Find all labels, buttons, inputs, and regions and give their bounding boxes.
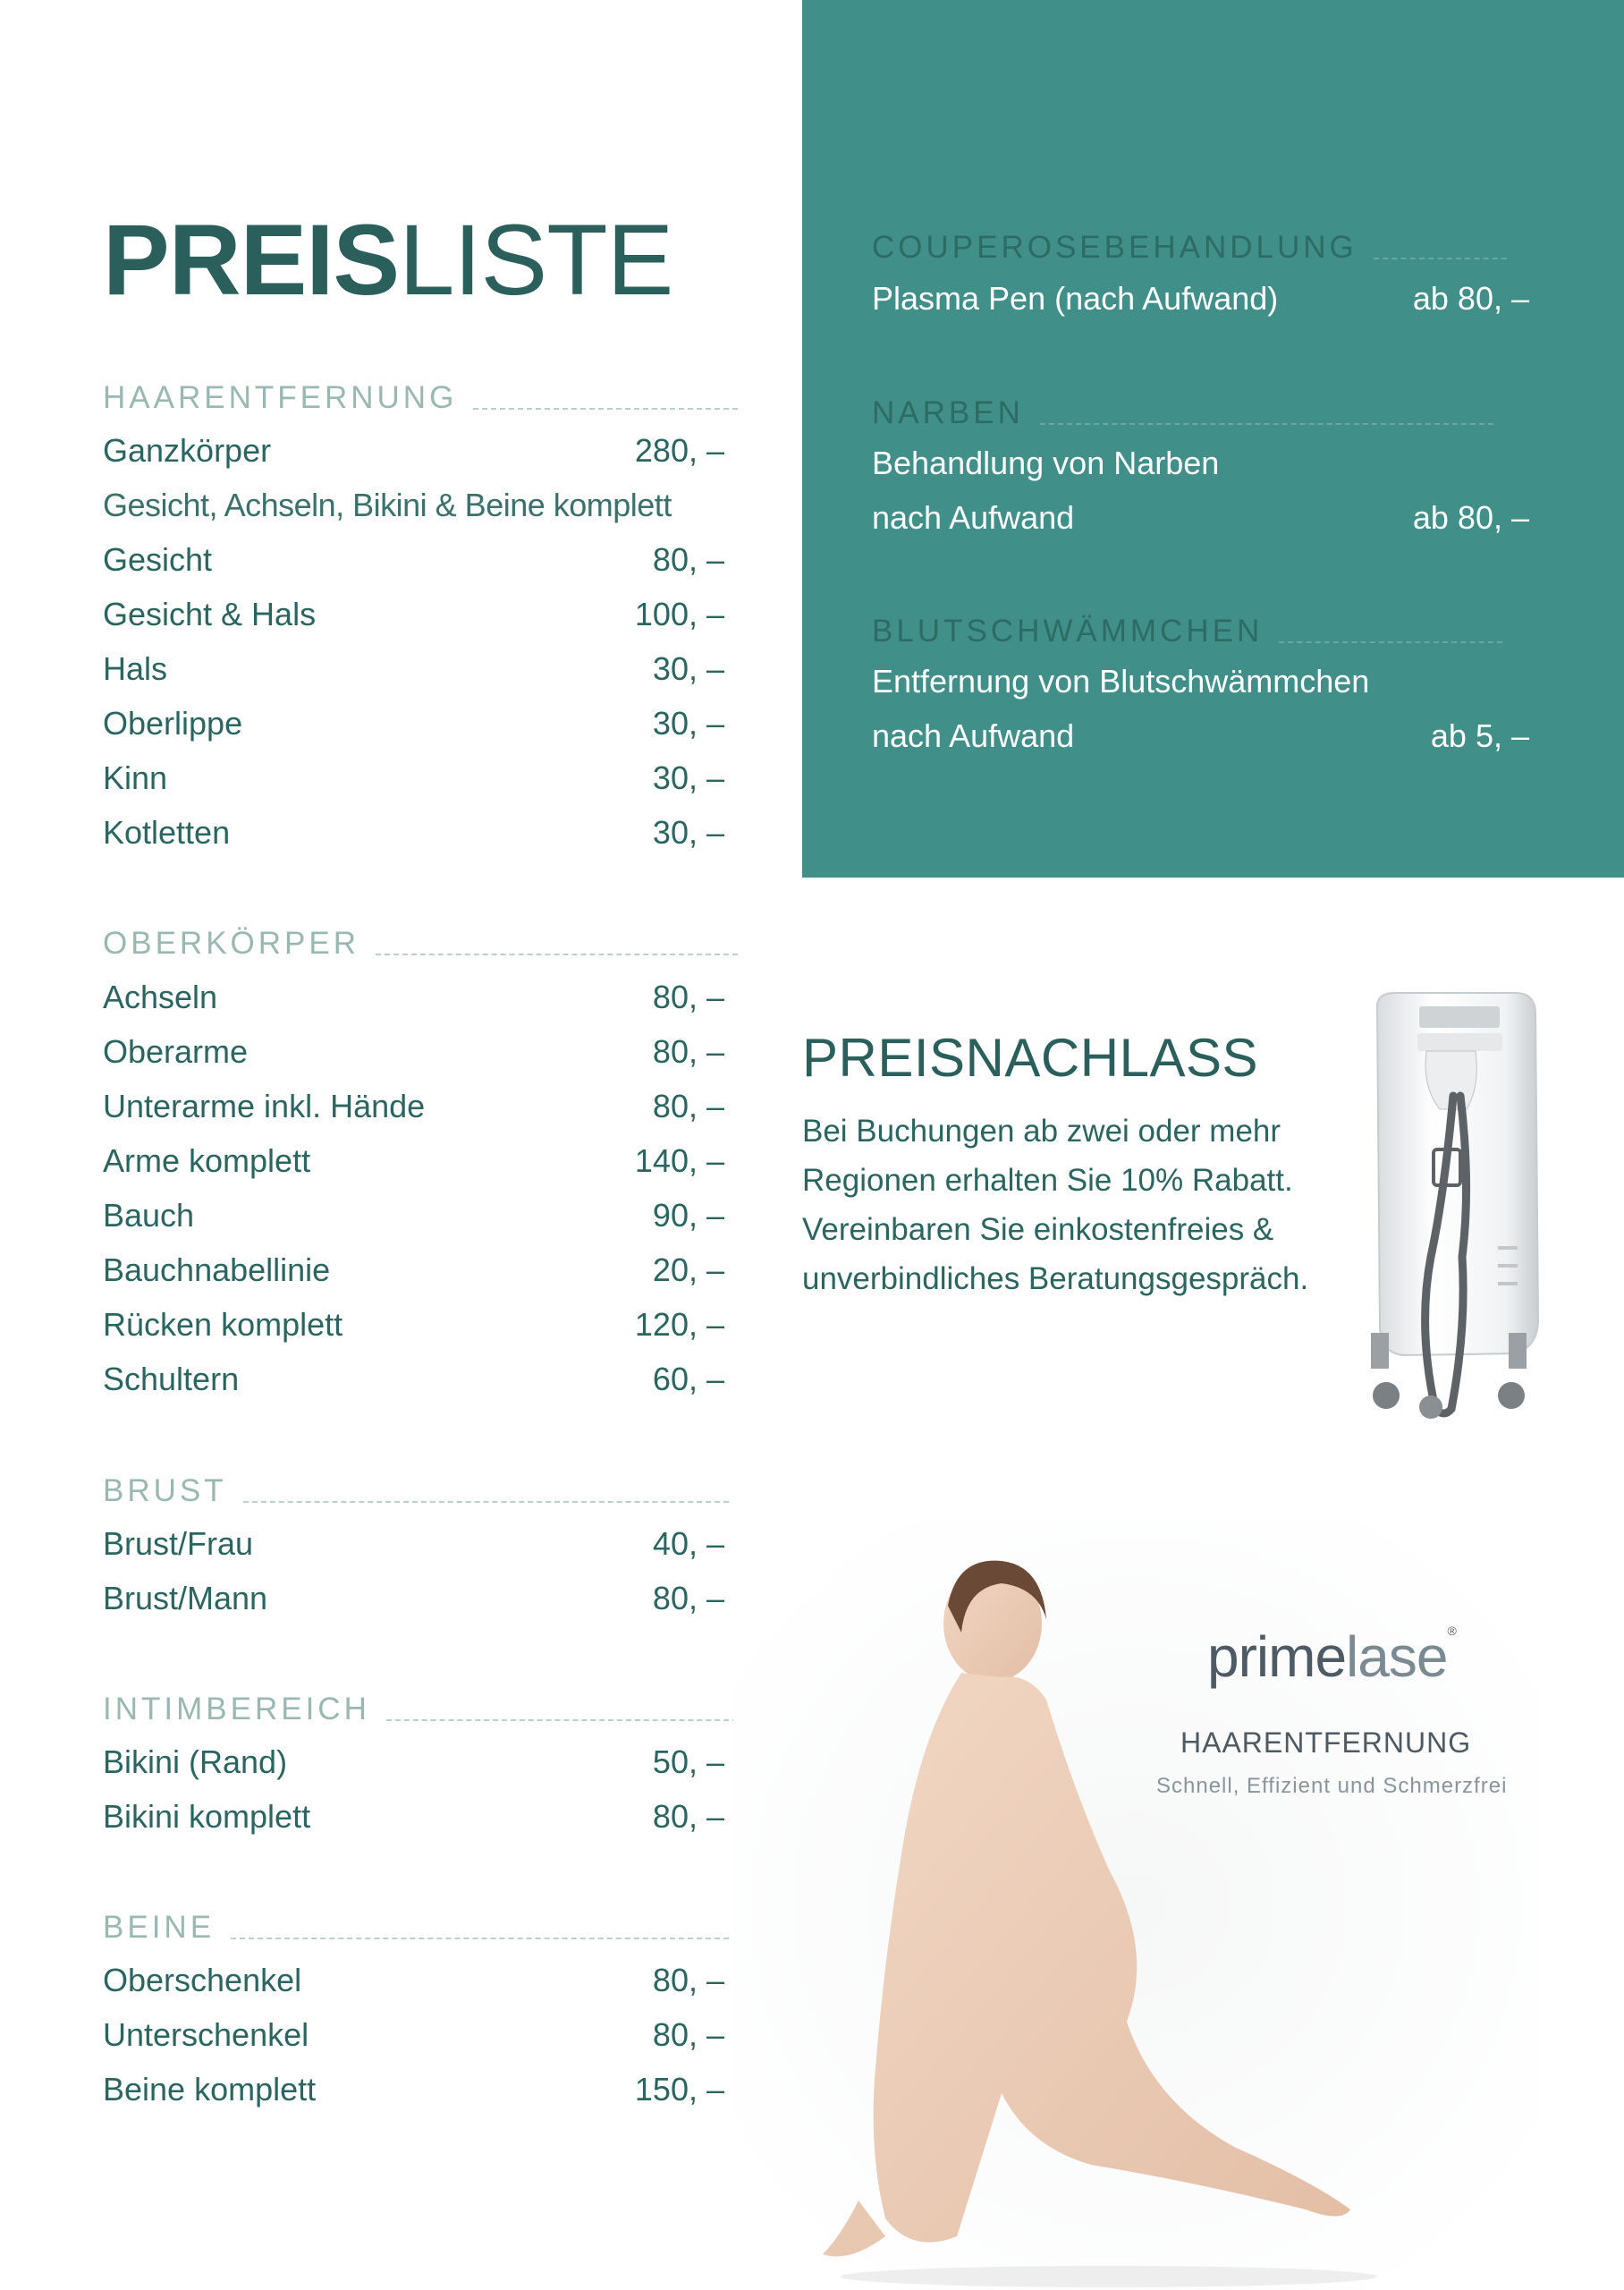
item-price: 80, – xyxy=(652,1088,724,1124)
item-price: 80, – xyxy=(652,1580,724,1616)
section-header-oberkoerper xyxy=(103,920,738,959)
price-row xyxy=(103,1134,724,1188)
section-label: COUPEROSEBEHANDLUNG xyxy=(872,230,1358,265)
item-name: Gesicht, Achseln, Bikini & Beine komplett xyxy=(103,487,672,523)
item-name: Kinn xyxy=(103,759,168,796)
price-row xyxy=(103,1353,724,1406)
item-name: Hals xyxy=(103,650,168,687)
item-name: nach Aufwand xyxy=(872,717,1075,754)
item-price: ab 80, – xyxy=(1412,280,1529,317)
section-header-brust xyxy=(103,1467,729,1506)
dashed-divider xyxy=(473,408,738,410)
brand-lase: lase xyxy=(1346,1624,1448,1689)
item-name: Rücken komplett xyxy=(103,1306,343,1343)
dashed-divider xyxy=(1279,641,1502,643)
price-row xyxy=(872,437,1529,490)
item-name: Brust/Frau xyxy=(103,1525,254,1562)
item-price: 150, – xyxy=(634,2071,724,2108)
item-price: 30, – xyxy=(652,705,724,742)
section-header-narben xyxy=(872,389,1493,428)
item-price: ab 5, – xyxy=(1430,717,1529,754)
item-name: nach Aufwand xyxy=(872,499,1075,536)
item-price: 80, – xyxy=(652,1962,724,1998)
section-label: BEINE xyxy=(103,1910,216,1945)
item-name: Oberschenkel xyxy=(103,1962,302,1998)
dashed-divider xyxy=(1374,258,1507,259)
brand-prime: prime xyxy=(1207,1624,1347,1689)
price-row xyxy=(103,1572,724,1625)
item-name: Gesicht xyxy=(103,541,213,578)
dashed-divider xyxy=(243,1501,729,1503)
section-header-beine xyxy=(103,1904,729,1943)
price-row xyxy=(103,1790,724,1844)
item-price: 40, – xyxy=(652,1525,724,1562)
price-row xyxy=(103,806,724,860)
item-name: Bikini (Rand) xyxy=(103,1743,288,1780)
price-row xyxy=(103,1243,724,1297)
dashed-divider xyxy=(231,1938,729,1939)
item-name: Bauchnabellinie xyxy=(103,1251,331,1288)
title-bold: PREIS xyxy=(103,204,400,316)
item-name: Plasma Pen (nach Aufwand) xyxy=(872,280,1279,317)
price-row xyxy=(872,709,1529,763)
section-label: NARBEN xyxy=(872,395,1024,430)
section-label: OBERKÖRPER xyxy=(103,926,359,961)
price-row xyxy=(872,491,1529,545)
price-row xyxy=(103,1954,724,2007)
discount-text-line: Vereinbaren Sie einkostenfreies & xyxy=(802,1212,1274,1247)
discount-text-line: Regionen erhalten Sie 10% Rabatt. xyxy=(802,1163,1293,1198)
dashed-divider xyxy=(376,954,738,955)
item-name: Schultern xyxy=(103,1361,240,1397)
item-price: 140, – xyxy=(634,1142,724,1179)
price-row xyxy=(103,971,724,1024)
brand-tagline: Schnell, Effizient und Schmerzfrei xyxy=(1156,1774,1508,1798)
title-light: LISTE xyxy=(399,204,673,316)
item-name: Entfernung von Blutschwämmchen xyxy=(872,663,1370,700)
price-row xyxy=(103,642,724,696)
discount-text-line: Bei Buchungen ab zwei oder mehr xyxy=(802,1114,1281,1149)
price-row xyxy=(103,1025,724,1079)
price-row xyxy=(872,272,1529,326)
item-price: 120, – xyxy=(634,1306,724,1343)
price-row xyxy=(103,751,724,805)
item-price: 30, – xyxy=(652,650,724,687)
dashed-divider xyxy=(1040,423,1493,425)
price-row xyxy=(103,697,724,751)
price-row xyxy=(872,655,1529,708)
item-name: Oberarme xyxy=(103,1033,249,1070)
item-name: Bikini komplett xyxy=(103,1798,311,1835)
section-label: HAARENTFERNUNG xyxy=(103,380,458,415)
item-price: 80, – xyxy=(652,541,724,578)
price-row xyxy=(103,1298,724,1352)
price-row xyxy=(103,1735,724,1789)
item-price: ab 80, – xyxy=(1412,499,1529,536)
item-price: 280, – xyxy=(634,432,724,469)
item-price: 80, – xyxy=(652,1033,724,1070)
brand-logo xyxy=(1207,1624,1456,1690)
section-header-couperose xyxy=(872,224,1507,263)
section-header-haarentfernung xyxy=(103,374,738,413)
item-price: 100, – xyxy=(634,596,724,632)
price-row xyxy=(103,1189,724,1243)
item-name: Gesicht & Hals xyxy=(103,596,317,632)
section-label: BRUST xyxy=(103,1473,227,1508)
price-row xyxy=(103,533,724,587)
item-name: Behandlung von Narben xyxy=(872,445,1220,481)
item-price: 30, – xyxy=(652,814,724,851)
section-label: BLUTSCHWÄMMCHEN xyxy=(872,614,1264,649)
dashed-divider xyxy=(386,1719,738,1721)
section-header-intimbereich xyxy=(103,1685,738,1725)
item-price: 80, – xyxy=(652,2016,724,2053)
item-name: Beine komplett xyxy=(103,2071,317,2108)
item-name: Unterschenkel xyxy=(103,2016,309,2053)
item-price: 90, – xyxy=(652,1197,724,1234)
price-row xyxy=(103,1517,724,1571)
laser-device-image xyxy=(1355,988,1543,1436)
price-row-note xyxy=(103,479,724,532)
item-price: 60, – xyxy=(652,1361,724,1397)
price-row xyxy=(103,424,724,478)
price-row xyxy=(103,2063,724,2116)
item-name: Oberlippe xyxy=(103,705,243,742)
price-row xyxy=(103,2008,724,2062)
item-name: Brust/Mann xyxy=(103,1580,268,1616)
price-row xyxy=(103,1080,724,1133)
section-label: INTIMBEREICH xyxy=(103,1692,370,1726)
discount-text-line: unverbindliches Beratungsgespräch. xyxy=(802,1261,1309,1296)
item-price: 50, – xyxy=(652,1743,724,1780)
item-price: 80, – xyxy=(652,979,724,1015)
brand-subtitle: HAARENTFERNUNG xyxy=(1180,1726,1472,1759)
item-price: 80, – xyxy=(652,1798,724,1835)
item-price: 20, – xyxy=(652,1251,724,1288)
item-name: Bauch xyxy=(103,1197,195,1234)
item-name: Unterarme inkl. Hände xyxy=(103,1088,426,1124)
item-price: 30, – xyxy=(652,759,724,796)
price-row xyxy=(103,588,724,641)
item-name: Ganzkörper xyxy=(103,432,272,469)
trademark-symbol: ® xyxy=(1447,1624,1456,1638)
discount-title: PREISNACHLASS xyxy=(802,1028,1258,1088)
item-name: Arme komplett xyxy=(103,1142,311,1179)
section-header-blutschwaemmchen xyxy=(872,607,1502,647)
page-title xyxy=(103,204,673,316)
item-name: Achseln xyxy=(103,979,218,1015)
item-name: Kotletten xyxy=(103,814,231,851)
